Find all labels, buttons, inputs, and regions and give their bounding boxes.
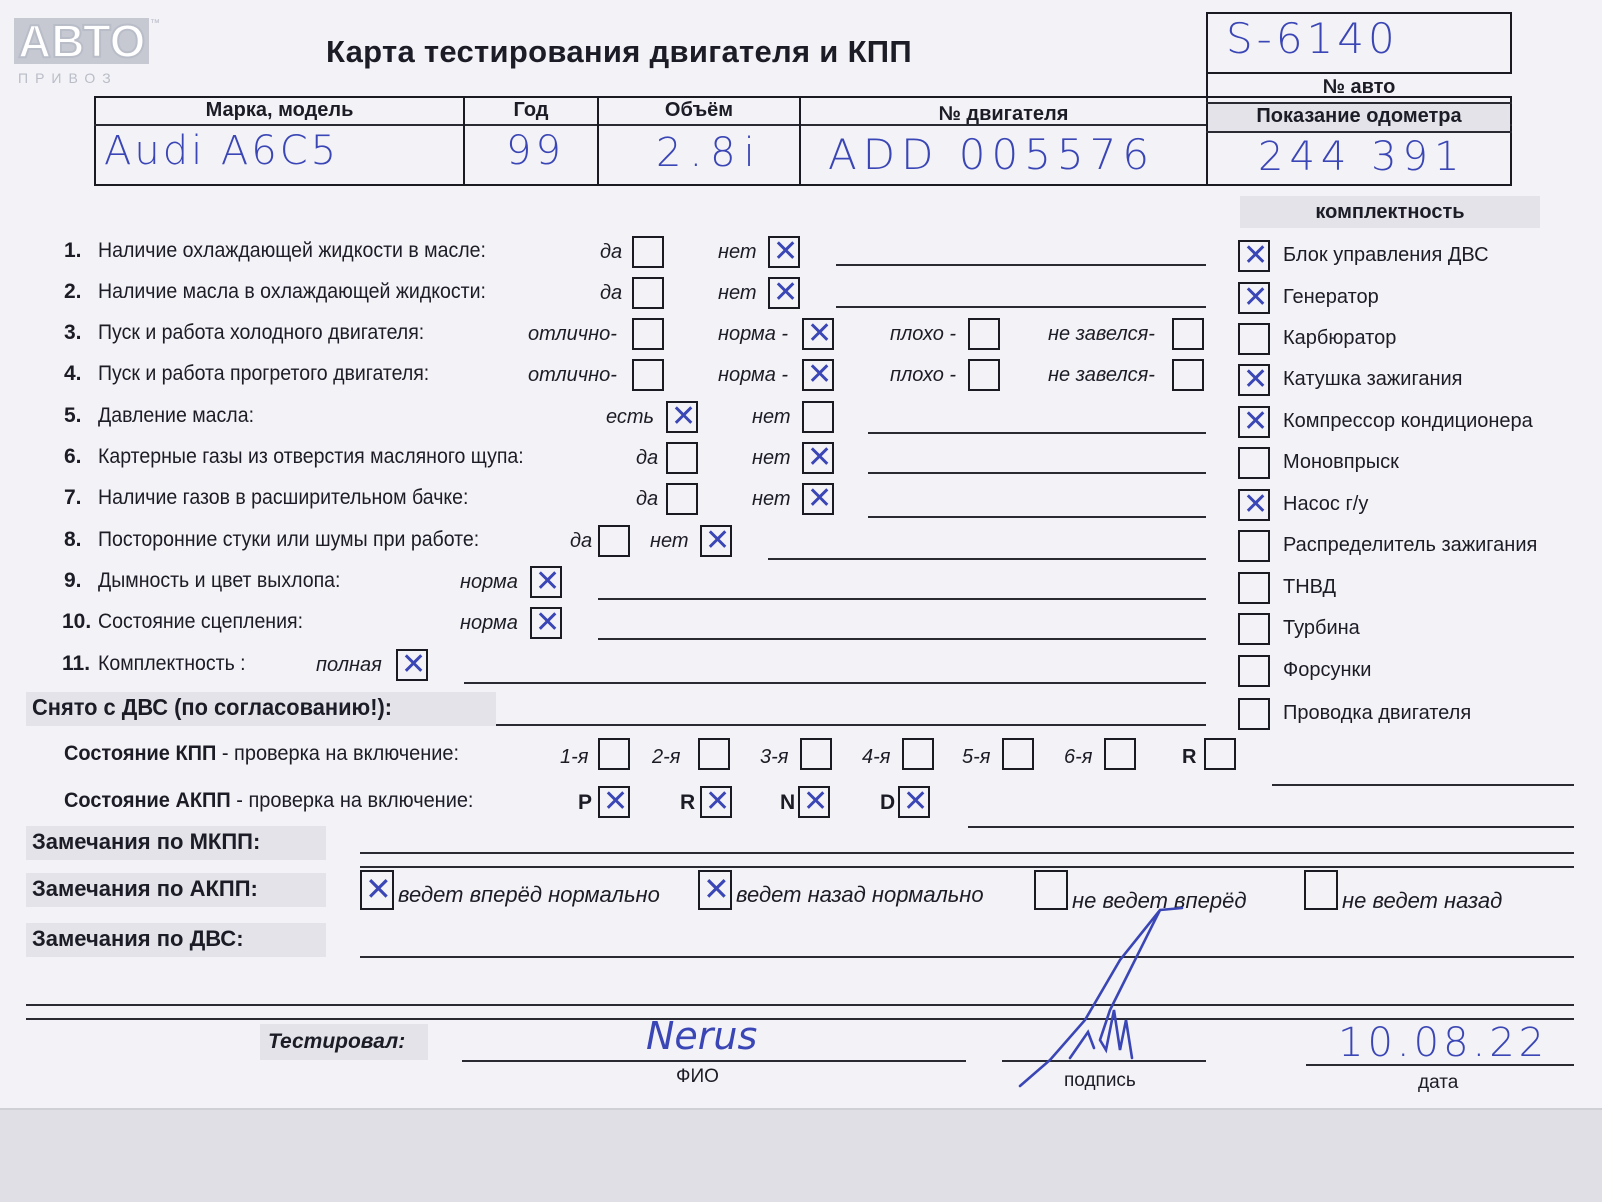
option-label: норма (460, 612, 518, 634)
header-year: Год (513, 99, 549, 121)
answer-line (868, 432, 1206, 434)
kpp-gear-5-checkbox[interactable] (1104, 738, 1136, 770)
question-5-option-1-checkbox[interactable] (802, 401, 834, 433)
header-volume: Объём (664, 99, 734, 121)
value-volume: 2.8i (656, 130, 763, 176)
kpp-gear-label: 3-я (760, 746, 789, 768)
akpp-remark-label: не ведет вперёд (1072, 888, 1247, 913)
kpp-gear-3-checkbox[interactable] (902, 738, 934, 770)
option-label: не завелся- (1048, 323, 1155, 345)
auto-number-label: № авто (1322, 76, 1396, 98)
question-4-option-3-checkbox[interactable] (1172, 359, 1204, 391)
question-text: Наличие масла в охлаждающей жидкости: (98, 280, 486, 303)
option-label: да (636, 447, 659, 469)
value-year: 99 (506, 128, 565, 174)
answer-line (768, 558, 1206, 560)
option-label: плохо - (890, 323, 957, 345)
option-label: есть (606, 406, 655, 428)
question-number: 10. (62, 610, 92, 633)
akpp-gear-label: R (680, 791, 696, 814)
question-number: 4. (64, 362, 82, 385)
question-number: 6. (64, 445, 82, 468)
checkmark-x-icon: ✕ (535, 605, 561, 640)
answer-line (464, 682, 1206, 684)
question-number: 1. (64, 239, 82, 262)
checkmark-x-icon: ✕ (807, 440, 833, 475)
question-text: Состояние сцепления: (98, 610, 304, 633)
question-1-option-0-checkbox[interactable] (632, 236, 664, 268)
kpp-gear-label: 5-я (962, 746, 991, 768)
akpp-label-bold: Состояние АКПП (64, 789, 231, 812)
checkmark-x-icon: ✕ (1243, 362, 1269, 397)
value-odometer: 244 391 (1258, 134, 1466, 180)
kit-item-label: Компрессор кондиционера (1283, 410, 1533, 432)
removed-label: Снято с ДВС (по согласованию!): (32, 694, 393, 720)
question-4-option-2-checkbox[interactable] (968, 359, 1000, 391)
question-text: Пуск и работа прогретого двигателя: (98, 362, 430, 385)
option-label: норма - (718, 364, 789, 386)
kit-item-label: Генератор (1283, 286, 1379, 308)
question-text: Давление масла: (98, 404, 254, 427)
header-model: Марка, модель (205, 99, 354, 121)
option-label: норма (460, 571, 518, 593)
kit-checkbox-2[interactable] (1238, 323, 1270, 355)
checkmark-x-icon: ✕ (535, 564, 561, 599)
date-label: дата (1418, 1072, 1459, 1093)
checkmark-x-icon: ✕ (401, 647, 427, 682)
answer-line (868, 472, 1206, 474)
checkmark-x-icon: ✕ (1243, 487, 1269, 522)
checkmark-x-icon: ✕ (773, 275, 799, 310)
kpp-gear-1-checkbox[interactable] (698, 738, 730, 770)
kpp-label (64, 742, 459, 766)
value-engine-no: ADD 005576 (828, 130, 1156, 179)
kpp-gear-2-checkbox[interactable] (800, 738, 832, 770)
kit-item-label: Турбина (1283, 617, 1360, 639)
checkmark-x-icon: ✕ (1243, 404, 1269, 439)
kpp-gear-4-checkbox[interactable] (1002, 738, 1034, 770)
akpp-gear-label: D (880, 791, 896, 814)
checkmark-x-icon: ✕ (803, 784, 829, 819)
question-6-option-0-checkbox[interactable] (666, 442, 698, 474)
kit-item-label: ТНВД (1283, 576, 1337, 598)
question-7-option-0-checkbox[interactable] (666, 483, 698, 515)
kit-checkbox-5[interactable] (1238, 447, 1270, 479)
akpp-label (64, 789, 473, 813)
kit-item-label: Моновпрыск (1283, 451, 1399, 473)
kit-item-label: Блок управления ДВС (1283, 244, 1489, 266)
akpp-gear-label: P (578, 791, 593, 814)
kit-checkbox-11[interactable] (1238, 698, 1270, 730)
akpp-remark-label: не ведет назад (1342, 888, 1503, 913)
answer-line (836, 306, 1206, 308)
option-label: нет (752, 406, 791, 428)
kit-title: комплектность (1315, 201, 1465, 223)
kit-checkbox-7[interactable] (1238, 530, 1270, 562)
tester-name: Nerus (646, 1014, 758, 1058)
paper-bottom-edge (0, 1108, 1602, 1202)
answer-line (598, 638, 1206, 640)
logo-sub: ПРИВОЗ (18, 70, 118, 86)
option-label: отлично- (528, 364, 617, 386)
checkmark-x-icon: ✕ (671, 399, 697, 434)
kit-item-label: Форсунки (1283, 659, 1372, 681)
checkmark-x-icon: ✕ (703, 870, 730, 908)
question-number: 7. (64, 486, 82, 509)
answer-line (868, 516, 1206, 518)
akpp-gear-label: N (780, 791, 796, 814)
kpp-gear-0-checkbox[interactable] (598, 738, 630, 770)
kit-item-label: Карбюратор (1283, 327, 1397, 349)
question-number: 3. (64, 321, 82, 344)
question-text: Дымность и цвет выхлопа: (98, 569, 341, 592)
checkmark-x-icon: ✕ (705, 523, 731, 558)
auto-number-value: S-6140 (1226, 14, 1399, 63)
kpp-label-rest: - проверка на включение: (216, 742, 460, 765)
question-3-option-3-checkbox[interactable] (1172, 318, 1204, 350)
handwritten-signature (1010, 900, 1210, 1100)
checkmark-x-icon: ✕ (807, 481, 833, 516)
akpp-label-rest: - проверка на включение: (230, 789, 474, 812)
remarks-mkpp-label: Замечания по МКПП: (32, 829, 261, 854)
option-label: да (570, 530, 593, 552)
question-number: 2. (64, 280, 82, 303)
logo-brand: АВТО (14, 18, 149, 64)
kit-item-label: Насос г/у (1283, 493, 1369, 515)
checkmark-x-icon: ✕ (773, 234, 799, 269)
remarks-akpp-label: Замечания по АКПП: (32, 876, 258, 901)
question-2-option-0-checkbox[interactable] (632, 277, 664, 309)
option-label: нет (718, 282, 757, 304)
kpp-gear-label: 4-я (862, 746, 891, 768)
kpp-label-bold: Состояние КПП (64, 742, 217, 765)
kit-checkbox-10[interactable] (1238, 655, 1270, 687)
question-number: 11. (62, 652, 91, 675)
question-text: Комплектность : (98, 652, 246, 675)
answer-line (836, 264, 1206, 266)
question-text: Наличие газов в расширительном бачке: (98, 486, 469, 509)
signature-label: подпись (1064, 1070, 1136, 1091)
kpp-gear-label: 6-я (1064, 746, 1093, 768)
tested-label: Тестировал: (268, 1030, 406, 1053)
question-number: 5. (64, 404, 82, 427)
option-label: не завелся- (1048, 364, 1155, 386)
question-number: 9. (64, 569, 82, 592)
kpp-gear-label: 1-я (560, 746, 589, 768)
kpp-gear-label: R (1182, 746, 1197, 768)
question-8-option-0-checkbox[interactable] (598, 525, 630, 557)
option-label: полная (316, 654, 382, 676)
kpp-gear-6-checkbox[interactable] (1204, 738, 1236, 770)
option-label: нет (718, 241, 757, 263)
avto-privoz-logo (14, 15, 160, 88)
value-model: Audi A6C5 (104, 128, 340, 174)
checkmark-x-icon: ✕ (1243, 280, 1269, 315)
remarks-dvs-label: Замечания по ДВС: (32, 926, 244, 951)
logo-tm: ™ (150, 18, 160, 29)
akpp-remark-label: ведет вперёд нормально (398, 882, 660, 907)
checkmark-x-icon: ✕ (807, 357, 833, 392)
question-text: Наличие охлаждающей жидкости в масле: (98, 239, 486, 262)
option-label: да (600, 241, 623, 263)
date-value: 10.08.22 (1338, 1020, 1549, 1066)
checkmark-x-icon: ✕ (807, 316, 833, 351)
question-text: Посторонние стуки или шумы при работе: (98, 528, 480, 551)
option-label: нет (752, 447, 791, 469)
checkmark-x-icon: ✕ (705, 784, 731, 819)
kit-checkbox-9[interactable] (1238, 613, 1270, 645)
fio-label: ФИО (676, 1066, 719, 1087)
checkmark-x-icon: ✕ (365, 870, 392, 908)
question-3-option-0-checkbox[interactable] (632, 318, 664, 350)
option-label: отлично- (528, 323, 617, 345)
kit-item-label: Распределитель зажигания (1283, 534, 1538, 556)
question-number: 8. (64, 528, 82, 551)
question-text: Картерные газы из отверстия масляного щупа: (98, 445, 524, 468)
answer-line (598, 598, 1206, 600)
question-4-option-0-checkbox[interactable] (632, 359, 664, 391)
option-label: да (636, 488, 659, 510)
kit-item-label: Проводка двигателя (1283, 702, 1472, 724)
question-text: Пуск и работа холодного двигателя: (98, 321, 425, 344)
option-label: да (600, 282, 623, 304)
header-engine-no: № двигателя (938, 103, 1069, 125)
checkmark-x-icon: ✕ (1243, 238, 1269, 273)
option-label: норма - (718, 323, 789, 345)
option-label: нет (752, 488, 791, 510)
question-3-option-2-checkbox[interactable] (968, 318, 1000, 350)
option-label: плохо - (890, 364, 957, 386)
checkmark-x-icon: ✕ (603, 784, 629, 819)
page-title: Карта тестирования двигателя и КПП (326, 34, 912, 69)
kit-checkbox-8[interactable] (1238, 572, 1270, 604)
checkmark-x-icon: ✕ (903, 784, 929, 819)
header-odometer: Показание одометра (1256, 105, 1462, 127)
kpp-gear-label: 2-я (652, 746, 681, 768)
kit-item-label: Катушка зажигания (1283, 368, 1463, 390)
akpp-remark-label: ведет назад нормально (736, 882, 984, 907)
option-label: нет (650, 530, 689, 552)
akpp-remark-3-checkbox[interactable] (1304, 870, 1338, 910)
